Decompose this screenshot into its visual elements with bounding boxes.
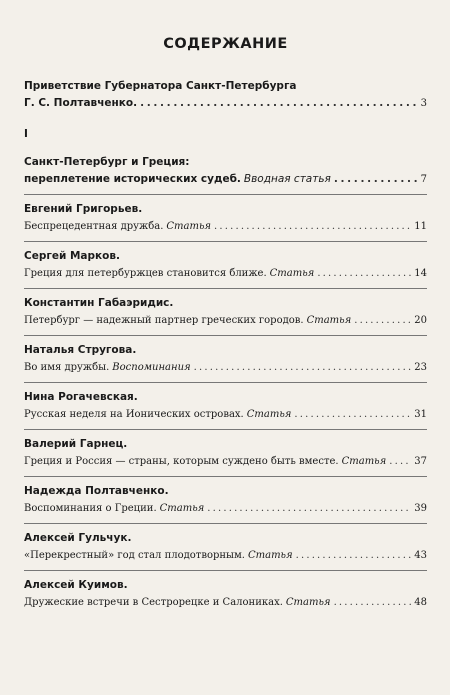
entry-author: Сергей Марков. xyxy=(24,250,120,262)
toc-page xyxy=(24,32,427,617)
entry-line xyxy=(24,547,427,564)
entry-line xyxy=(24,500,427,517)
greeting-line xyxy=(24,95,427,112)
entry-line xyxy=(24,312,427,329)
entry-divider xyxy=(24,335,427,336)
dot-leader xyxy=(214,218,411,235)
entry-line xyxy=(24,453,427,470)
entry-genre: Статья xyxy=(269,268,315,279)
toc-entry xyxy=(24,241,427,282)
entry-divider xyxy=(24,241,427,242)
entry-line xyxy=(24,594,427,611)
entry-divider xyxy=(24,570,427,571)
entry-genre: Статья xyxy=(166,221,212,232)
entry-divider xyxy=(24,429,427,430)
entry-title: Русская неделя на Ионических островах. xyxy=(24,409,244,420)
page-title: СОДЕРЖАНИЕ xyxy=(163,36,288,52)
dot-leader xyxy=(207,500,411,517)
entry-divider xyxy=(24,288,427,289)
intro-genre: Вводная статья xyxy=(243,173,331,185)
dot-leader xyxy=(334,594,412,611)
entry-title: Петербург — надежный партнер греческих городов. xyxy=(24,315,304,326)
entry-genre: Статья xyxy=(247,550,293,561)
entry-title: «Перекрестный» год стал плодотворным. xyxy=(24,550,245,561)
entry-author: Надежда Полтавченко. xyxy=(24,485,169,497)
dot-leader xyxy=(294,406,411,423)
entry-title: Беспрецедентная дружба. xyxy=(24,221,164,232)
entry-author: Алексей Куимов. xyxy=(24,579,128,591)
entry-genre: Статья xyxy=(285,597,331,608)
section-mark: I xyxy=(24,128,28,140)
dot-leader xyxy=(296,547,412,564)
intro-title: Санкт-Петербург и Греция: xyxy=(24,156,190,168)
entry-author: Алексей Гульчук. xyxy=(24,532,132,544)
entry-divider xyxy=(24,382,427,383)
entry-author: Наталья Стругова. xyxy=(24,344,137,356)
page-number: 37 xyxy=(414,456,427,467)
toc-entry xyxy=(24,429,427,470)
entry-line xyxy=(24,218,427,235)
entry-divider xyxy=(24,476,427,477)
page-number: 20 xyxy=(414,315,427,326)
toc-entry xyxy=(24,523,427,564)
toc-entry xyxy=(24,476,427,517)
page-number: 39 xyxy=(414,503,427,514)
page-number: 14 xyxy=(414,268,427,279)
entry-author: Нина Рогачевская. xyxy=(24,391,138,403)
entry-title: Воспоминания о Греции. xyxy=(24,503,157,514)
dot-leader xyxy=(334,171,418,188)
dot-leader xyxy=(317,265,411,282)
toc-entries xyxy=(24,194,427,611)
page-number: 3 xyxy=(420,98,427,109)
greeting-name: Г. С. Полтавченко. xyxy=(24,97,138,109)
page-number: 23 xyxy=(414,362,427,373)
intro-subtitle: переплетение исторических судеб. xyxy=(24,173,241,185)
entry-title: Греция для петербуржцев становится ближе. xyxy=(24,268,267,279)
entry-author: Валерий Гарнец. xyxy=(24,438,128,450)
entry-title: Дружеские встречи в Сестрорецке и Салониках. xyxy=(24,597,283,608)
dot-leader xyxy=(194,359,412,376)
page-number: 11 xyxy=(414,221,427,232)
page-number: 31 xyxy=(414,409,427,420)
greeting-title: Приветствие Губернатора Санкт-Петербурга xyxy=(24,80,297,92)
entry-author: Евгений Григорьев. xyxy=(24,203,143,215)
entry-line xyxy=(24,359,427,376)
toc-entry xyxy=(24,194,427,235)
page-number: 48 xyxy=(414,597,427,608)
intro-line xyxy=(24,171,427,188)
dot-leader xyxy=(354,312,411,329)
page-number: 43 xyxy=(414,550,427,561)
entry-divider xyxy=(24,523,427,524)
entry-genre: Статья xyxy=(159,503,205,514)
entry-genre: Статья xyxy=(246,409,292,420)
entry-title: Греция и Россия — страны, которым суждено быть вместе. xyxy=(24,456,339,467)
entry-genre: Статья xyxy=(306,315,352,326)
page-number: 7 xyxy=(420,174,427,185)
toc-entry xyxy=(24,382,427,423)
dot-leader xyxy=(140,95,418,112)
entry-divider xyxy=(24,194,427,195)
toc-entry xyxy=(24,288,427,329)
toc-entry xyxy=(24,570,427,611)
entry-author: Константин Габаэридис. xyxy=(24,297,174,309)
entry-line xyxy=(24,406,427,423)
entry-title: Во имя дружбы. xyxy=(24,362,110,373)
entry-genre: Воспоминания xyxy=(112,362,191,373)
toc-entry-intro xyxy=(24,154,427,188)
toc-entry xyxy=(24,335,427,376)
entry-line xyxy=(24,265,427,282)
toc-entry-greeting xyxy=(24,78,427,112)
dot-leader xyxy=(389,453,411,470)
entry-genre: Статья xyxy=(341,456,387,467)
